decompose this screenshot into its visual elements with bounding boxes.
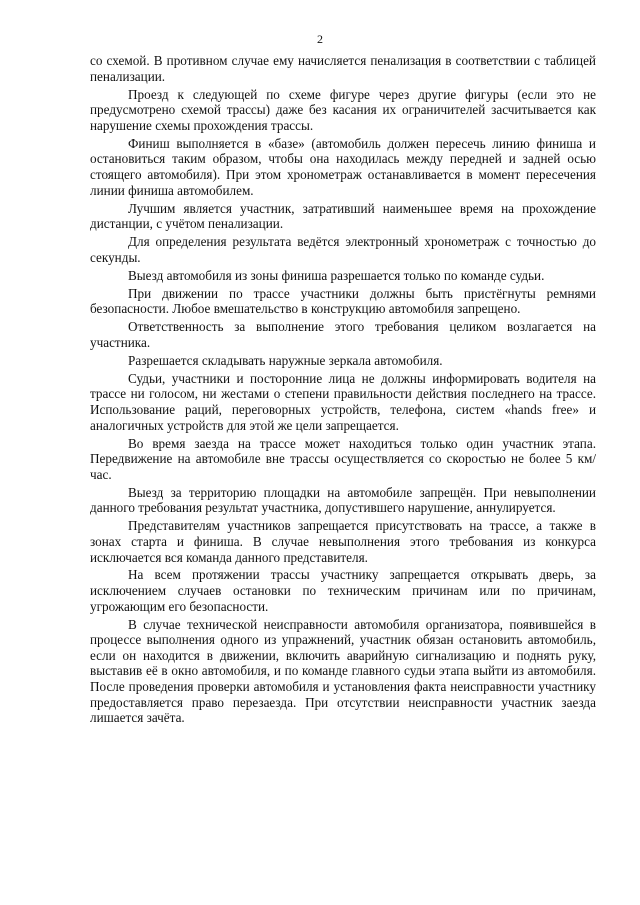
paragraph-responsibility: Ответственность за выполнение этого требования целиком возлагается на участника.: [90, 319, 596, 350]
paragraph-one-participant: Во время заезда на трассе может находиться только один участник этапа. Передвижение на автомобиле вне трассы осуществляется со скоростью не более 5 км/час.: [90, 435, 596, 482]
paragraph-timing: Для определения результата ведётся электронный хронометраж с точностью до секунды.: [90, 234, 596, 265]
paragraph-finish: Финиш выполняется в «базе» (автомобиль должен пересечь линию финиша и остановиться таким образом, чтобы она находилась между передней и задней осью стоящего автомобиля). При этом хронометраж останавливается в момент пересечения линии финиша автомобилем.: [90, 135, 596, 198]
paragraph-no-assistance: Судьи, участники и посторонние лица не должны информировать водителя на трассе ни голосом, ни жестами о степени правильности действия последнего на трассе. Использование раций, переговорных устройств, телефона, систем «hands free» и аналогичных устройств для этой же цели запрещается.: [90, 370, 596, 433]
paragraph-technical-fault: В случае технической неисправности автомобиля организатора, появившейся в процессе выполнения одного из упражнений, участник обязан остановить автомобиль, если он находится в движении, включить аварийную сигнализацию и поднять руку, выставив её в окно автомобиля, и по команде главного судьи этапа выйти из автомобиля. После проведения проверки автомобиля и установления факта неисправности участнику предоставляется право перезаезда. При отсутствии неисправности участник заезда лишается зачёта.: [90, 616, 596, 726]
paragraph-seatbelts: При движении по трассе участники должны быть пристёгнуты ремнями безопасности. Любое вмешательство в конструкцию автомобиля запрещено.: [90, 285, 596, 317]
page-number: 2: [317, 32, 323, 46]
document-body: [90, 53, 596, 728]
paragraph-doors: На всем протяжении трассы участнику запрещается открывать дверь, за исключением случаев остановки по техническим причинам или по причинам, угрожающим его безопасности.: [90, 567, 596, 614]
paragraph-finish-exit: Выезд автомобиля из зоны финиша разрешается только по команде судьи.: [128, 267, 545, 283]
paragraph-mirrors: Разрешается складывать наружные зеркала автомобиля.: [128, 352, 443, 368]
paragraph-figure-order: Проезд к следующей по схеме фигуре через другие фигуры (если это не предусмотрено схемой трассы) даже без касания их ограничителей засчитывается как нарушение схемы прохождения трассы.: [90, 86, 596, 133]
paragraph-leaving-area: Выезд за территорию площадки на автомобиле запрещён. При невыполнении данного требования результат участника, допустившего нарушение, аннулируется.: [90, 484, 596, 516]
paragraph-penalty-continuation: со схемой. В противном случае ему начисляется пенализация в соответствии с таблицей пенализации.: [90, 53, 596, 84]
paragraph-best-participant: Лучшим является участник, затративший наименьшее время на прохождение дистанции, с учётом пенализации.: [90, 200, 596, 232]
paragraph-representatives: Представителям участников запрещается присутствовать на трассе, а также в зонах старта и финиша. В случае невыполнения этого требования из конкурса исключается вся команда данного представителя.: [90, 518, 596, 565]
